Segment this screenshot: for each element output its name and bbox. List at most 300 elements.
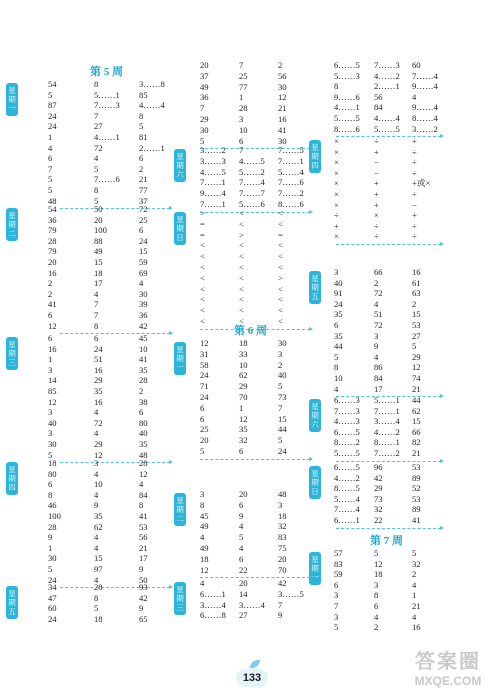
- answer-row: [40, 593, 180, 603]
- answer-cell: 12: [374, 558, 383, 569]
- answer-cell: 4……1: [334, 102, 360, 113]
- answer-cell: +: [412, 210, 417, 221]
- answer-cell: 30: [139, 288, 148, 299]
- answer-cell: 24: [48, 574, 57, 585]
- day-tab-char: 日: [311, 487, 319, 496]
- day-tab-char: 期: [8, 474, 16, 483]
- answer-cell: 42: [139, 592, 148, 603]
- answer-row: [318, 288, 498, 298]
- answer-row: [318, 384, 498, 394]
- answer-cell: 82: [412, 437, 421, 448]
- watermark-url: MXQE.COM: [414, 674, 482, 688]
- answer-cell: 40: [48, 417, 57, 428]
- answer-cell: 4: [94, 407, 99, 418]
- answer-cell: 8: [139, 500, 144, 511]
- answer-cell: 3: [278, 348, 283, 359]
- answer-cell: 9: [278, 610, 283, 621]
- answer-cell: 45: [200, 510, 209, 521]
- answer-cell: 15: [412, 309, 421, 320]
- answer-cell: 83: [278, 532, 287, 543]
- answer-cell: 36: [139, 310, 148, 320]
- answer-cell: 5……5: [374, 123, 400, 134]
- answer-cell: 87: [48, 100, 57, 111]
- answer-cell: 3: [48, 407, 53, 418]
- answer-row: [40, 490, 180, 500]
- answer-cell: 36: [200, 92, 209, 103]
- answer-cell: 22: [239, 564, 248, 575]
- answer-row: [182, 273, 317, 283]
- answer-row: [40, 354, 180, 364]
- answer-cell: 8: [94, 592, 99, 603]
- answer-row: [182, 521, 317, 531]
- day-tab-char: 五: [8, 607, 16, 616]
- answer-cell: 5……3: [334, 70, 360, 81]
- answer-cell: 3: [278, 499, 283, 510]
- answer-row: [182, 500, 317, 510]
- answer-row: [182, 511, 317, 521]
- answer-cell: 24: [200, 370, 209, 381]
- answer-cell: 17: [139, 553, 148, 564]
- answer-row: [182, 177, 317, 187]
- answer-cell: 22: [374, 515, 383, 525]
- answer-cell: <: [239, 294, 244, 305]
- answer-cell: 6: [334, 579, 339, 590]
- answer-cell: 7……4: [412, 70, 438, 81]
- answer-row: [40, 225, 180, 235]
- answer-cell: −: [412, 199, 417, 210]
- answer-cell: ÷: [374, 231, 379, 242]
- answer-cell: 29: [94, 439, 103, 449]
- answer-cell: 5……6: [239, 199, 265, 209]
- answer-cell: 56: [139, 532, 148, 543]
- answer-cell: <: [239, 283, 244, 294]
- answer-cell: 37: [139, 195, 148, 206]
- answer-cell: 59: [139, 257, 148, 267]
- day-tab-char: 六: [311, 420, 319, 429]
- answer-cell: ÷: [412, 189, 417, 199]
- day-tab-char: 期: [311, 152, 319, 161]
- answer-cell: <: [239, 240, 244, 251]
- answer-cell: <: [239, 305, 244, 316]
- answer-cell: 8: [334, 362, 339, 373]
- answer-cell: 35: [334, 309, 343, 320]
- day-tab-char: 星: [176, 345, 184, 354]
- answer-cell: 18: [278, 510, 287, 521]
- answer-cell: 53: [139, 521, 148, 532]
- answer-cell: 48: [48, 195, 57, 206]
- answer-cell: 100: [48, 511, 61, 521]
- day-tab-char: 三: [176, 603, 184, 612]
- day-tab-char: 星: [176, 215, 184, 224]
- answer-cell: 63: [412, 288, 421, 299]
- answer-cell: 4: [239, 543, 244, 553]
- answer-cell: ×: [334, 199, 339, 210]
- answer-row: [182, 414, 317, 424]
- answer-cell: 5: [278, 435, 283, 446]
- answer-row: [40, 386, 180, 396]
- answer-cell: 7: [48, 163, 53, 174]
- answer-cell: 28: [48, 521, 57, 532]
- answer-cell: 24: [200, 392, 209, 402]
- answer-cell: 53: [412, 320, 421, 330]
- answer-cell: 86: [374, 362, 383, 373]
- answer-row: [182, 610, 317, 620]
- answer-cell: 3: [239, 114, 244, 124]
- answer-row: [318, 373, 498, 383]
- answer-cell: 80: [139, 417, 148, 428]
- answer-cell: 20: [200, 435, 209, 446]
- day-tab-label: [6, 86, 18, 113]
- answer-cell: 73: [374, 493, 383, 504]
- answer-cell: 16: [48, 343, 57, 354]
- answer-cell: 12: [94, 449, 103, 460]
- answer-cell: 4……3: [334, 416, 360, 427]
- answer-cell: 27: [94, 121, 103, 132]
- answer-cell: 32: [278, 521, 287, 532]
- day-tab-char: 星: [311, 469, 319, 478]
- answer-cell: 6……8: [200, 610, 226, 621]
- answer-cell: 3……2: [200, 145, 226, 155]
- answer-row: [318, 362, 498, 372]
- answer-cell: 1: [48, 354, 53, 365]
- answer-cell: 27: [239, 610, 248, 621]
- answer-cell: 9: [139, 603, 144, 614]
- answer-row: [318, 448, 498, 458]
- answer-cell: 21: [139, 542, 148, 553]
- answer-row: [182, 114, 317, 124]
- answer-cell: 4……4: [139, 100, 165, 111]
- answer-row: [40, 614, 180, 624]
- answer-cell: 18: [94, 267, 103, 278]
- answer-cell: 21: [412, 601, 421, 611]
- answer-cell: 77: [139, 185, 148, 195]
- answer-cell: 71: [200, 381, 209, 392]
- answer-cell: 48: [278, 489, 287, 499]
- answer-cell: ×: [334, 157, 339, 168]
- answer-cell: 93: [139, 582, 148, 592]
- answer-cell: 84: [374, 102, 383, 113]
- answer-cell: ×: [334, 167, 339, 178]
- answer-cell: 8……5: [334, 483, 360, 494]
- answer-row: [318, 352, 498, 362]
- answer-cell: 18: [200, 553, 209, 564]
- answer-row: [40, 257, 180, 267]
- answer-cell: 9: [239, 510, 244, 521]
- answer-cell: 91: [334, 288, 343, 299]
- answer-cell: 16: [278, 114, 287, 124]
- day-tab-char: 三: [8, 358, 16, 367]
- answer-cell: 12: [412, 362, 421, 373]
- answer-cell: 4……2: [374, 426, 400, 437]
- day-tab-char: 四: [311, 161, 319, 170]
- answer-row: [182, 92, 317, 102]
- answer-cell: 8: [94, 79, 99, 89]
- answer-cell: 2: [412, 569, 417, 580]
- answer-cell: 5: [200, 446, 205, 456]
- day-tab-char: 一: [8, 104, 16, 113]
- day-tab-label: [6, 589, 18, 616]
- answer-cell: 12: [200, 564, 209, 575]
- week-title: 第 6 周: [234, 325, 267, 337]
- answer-row: [182, 251, 317, 261]
- day-tab-char: 期: [176, 594, 184, 603]
- answer-cell: ÷: [412, 220, 417, 231]
- answer-cell: 25: [239, 70, 248, 81]
- answer-cell: 6: [239, 135, 244, 146]
- answer-cell: 6: [94, 333, 99, 343]
- answer-cell: 5……5: [334, 113, 360, 123]
- answer-cell: 32: [412, 558, 421, 569]
- day-tab-char: 星: [8, 86, 16, 95]
- answer-cell: 4……5: [200, 166, 226, 177]
- answer-cell: 32: [374, 504, 383, 515]
- block-separator: [336, 244, 441, 245]
- answer-cell: 28: [139, 458, 148, 468]
- answer-cell: 5……2: [239, 166, 265, 177]
- answer-row: [182, 60, 317, 70]
- answer-cell: 84: [139, 489, 148, 500]
- answer-cell: 15: [278, 413, 287, 424]
- answer-row: [318, 81, 498, 91]
- answer-cell: 5: [239, 532, 244, 543]
- answer-cell: 74: [412, 373, 421, 383]
- answer-cell: −: [374, 157, 379, 168]
- answer-cell: 29: [94, 375, 103, 386]
- answer-cell: 8: [374, 590, 379, 601]
- answer-cell: 79: [48, 225, 57, 236]
- day-tab-label: [6, 465, 18, 492]
- answer-row: [318, 157, 498, 167]
- answer-cell: 5: [48, 564, 53, 574]
- answer-cell: 4: [139, 278, 144, 289]
- answer-row: [40, 500, 180, 510]
- answer-cell: 16: [412, 267, 421, 277]
- answer-row: [182, 338, 317, 348]
- block-separator: [200, 459, 310, 460]
- answer-cell: 18: [374, 569, 383, 580]
- answer-cell: <: [278, 262, 283, 272]
- answer-cell: 89: [412, 472, 421, 483]
- answer-cell: 2……1: [374, 81, 400, 92]
- answer-cell: 56: [374, 91, 383, 102]
- answer-cell: =: [278, 229, 283, 240]
- answer-cell: 1: [239, 92, 244, 103]
- answer-row: [318, 462, 498, 472]
- answer-cell: 100: [94, 225, 107, 236]
- answer-cell: 79: [48, 246, 57, 257]
- answer-cell: 40: [278, 370, 287, 381]
- answer-row: [182, 188, 317, 198]
- answer-cell: 42: [139, 320, 148, 331]
- answer-row: [182, 589, 317, 599]
- answer-row: [40, 121, 180, 131]
- answer-cell: 3: [334, 267, 339, 277]
- answer-cell: 6: [48, 153, 53, 164]
- answer-cell: 75: [278, 543, 287, 553]
- answer-cell: 53: [412, 462, 421, 472]
- answer-cell: 2: [48, 278, 53, 289]
- answer-row: [182, 71, 317, 81]
- answer-row: [40, 299, 180, 309]
- answer-cell: <: [200, 251, 205, 262]
- answer-row: [40, 532, 180, 542]
- answer-cell: 20: [94, 214, 103, 225]
- answer-cell: =: [200, 229, 205, 240]
- answer-cell: 16: [412, 622, 421, 633]
- answer-cell: ×: [334, 146, 339, 157]
- answer-cell: 8: [334, 81, 339, 92]
- answer-row: [182, 156, 317, 166]
- answer-cell: 70: [239, 392, 248, 402]
- answer-cell: 28: [48, 235, 57, 246]
- answer-cell: 2: [374, 277, 379, 288]
- answer-cell: 10: [94, 479, 103, 490]
- answer-cell: 41: [278, 124, 287, 135]
- day-tab: [6, 208, 18, 241]
- answer-row: [40, 143, 180, 153]
- answer-row: [40, 204, 180, 214]
- day-tab-char: 期: [311, 564, 319, 573]
- day-tab-char: 期: [311, 283, 319, 292]
- answer-cell: 4: [94, 468, 99, 479]
- answer-cell: 4: [94, 532, 99, 543]
- answer-cell: 8……6: [278, 199, 304, 209]
- answer-cell: 27: [412, 330, 421, 341]
- answer-cell: 20: [239, 578, 248, 588]
- answer-cell: 6: [239, 446, 244, 456]
- answer-cell: 7……3: [334, 405, 360, 416]
- answer-cell: =: [200, 218, 205, 229]
- answer-cell: 2: [374, 622, 379, 633]
- answer-cell: 4: [200, 578, 205, 588]
- answer-row: [40, 543, 180, 553]
- answer-cell: 56: [278, 70, 287, 81]
- answer-row: [318, 113, 498, 123]
- answer-cell: 72: [374, 288, 383, 299]
- answer-row: [40, 603, 180, 613]
- answer-cell: 4……1: [94, 132, 120, 142]
- answer-row: [182, 208, 317, 218]
- answer-cell: 6: [48, 479, 53, 490]
- answer-row: [182, 403, 317, 413]
- answer-cell: 5: [48, 174, 53, 185]
- answer-row: [182, 360, 317, 370]
- answer-row: [182, 219, 317, 229]
- answer-row: [318, 395, 498, 405]
- answer-cell: 24: [48, 110, 57, 121]
- answer-cell: 3……8: [139, 79, 165, 89]
- answer-cell: 4: [412, 611, 417, 622]
- answer-cell: 7……4: [334, 504, 360, 515]
- answer-cell: 5……4: [334, 493, 360, 504]
- answer-cell: +或×: [412, 178, 431, 189]
- answer-row: [40, 553, 180, 563]
- day-tab: [6, 337, 18, 370]
- answer-cell: 72: [374, 320, 383, 330]
- answer-row: [318, 559, 498, 569]
- answer-cell: 5: [334, 351, 339, 362]
- answer-cell: 3: [48, 428, 53, 439]
- answer-cell: 83: [334, 558, 343, 569]
- answer-cell: <: [200, 272, 205, 283]
- answer-cell: 8……1: [374, 437, 400, 448]
- answer-cell: 24: [94, 343, 103, 354]
- answer-cell: 20: [48, 257, 57, 267]
- answer-cell: 38: [139, 396, 148, 407]
- week-title: 第 5 周: [90, 66, 123, 78]
- answer-cell: 7……7: [239, 188, 265, 199]
- answer-cell: 3……3: [200, 155, 226, 166]
- day-tab-char: 四: [8, 483, 16, 492]
- answer-cell: 21: [412, 383, 421, 394]
- day-tab-char: 期: [8, 220, 16, 229]
- answer-cell: 4: [239, 521, 244, 532]
- answer-cell: 8: [94, 185, 99, 195]
- answer-cell: <: [200, 316, 205, 326]
- answer-row: [40, 164, 180, 174]
- answer-row: [40, 479, 180, 489]
- answer-cell: 69: [139, 267, 148, 278]
- answer-cell: 3……5: [278, 588, 304, 599]
- answer-cell: 15: [94, 553, 103, 564]
- answer-cell: 7……1: [200, 199, 226, 209]
- answer-cell: 50: [139, 574, 148, 585]
- answer-row: [182, 578, 317, 588]
- answer-cell: 32: [239, 435, 248, 446]
- answer-cell: <: [278, 294, 283, 305]
- answer-cell: 49: [200, 521, 209, 532]
- answer-row: [40, 236, 180, 246]
- answer-cell: 52: [412, 483, 421, 494]
- answer-row: [318, 299, 498, 309]
- answer-cell: <: [239, 262, 244, 272]
- answer-cell: 7……6: [94, 174, 120, 185]
- answer-row: [182, 600, 317, 610]
- answer-cell: 4: [94, 542, 99, 553]
- answer-cell: 6: [139, 153, 144, 164]
- answer-cell: 12: [139, 468, 148, 479]
- answer-cell: 6: [374, 601, 379, 611]
- answer-cell: 2: [139, 386, 144, 396]
- answer-cell: 3: [200, 489, 205, 499]
- answer-cell: 42: [374, 472, 383, 483]
- answer-cell: <: [200, 294, 205, 305]
- answer-cell: 12: [278, 92, 287, 103]
- answer-cell: 6: [239, 553, 244, 564]
- answer-cell: 7……5: [278, 145, 304, 155]
- answer-cell: 35: [139, 364, 148, 375]
- answer-cell: 40: [334, 277, 343, 288]
- answer-cell: 6……1: [334, 515, 360, 525]
- day-tab-char: 期: [8, 95, 16, 104]
- answer-cell: 37: [200, 70, 209, 81]
- answer-cell: 28: [139, 375, 148, 386]
- answer-cell: ×: [374, 210, 379, 221]
- answer-cell: ÷: [374, 220, 379, 231]
- answer-cell: 7……3: [94, 100, 120, 111]
- answer-row: [40, 215, 180, 225]
- answer-cell: 30: [278, 338, 287, 348]
- answer-cell: 18: [94, 613, 103, 624]
- answer-cell: 4: [139, 479, 144, 490]
- answer-row: [182, 446, 317, 456]
- day-tab-char: 一: [311, 573, 319, 582]
- answer-cell: 96: [374, 462, 383, 472]
- answer-cell: 24: [278, 446, 287, 456]
- answer-cell: 35: [94, 386, 103, 396]
- answer-row: [182, 392, 317, 402]
- answer-cell: 49: [200, 543, 209, 553]
